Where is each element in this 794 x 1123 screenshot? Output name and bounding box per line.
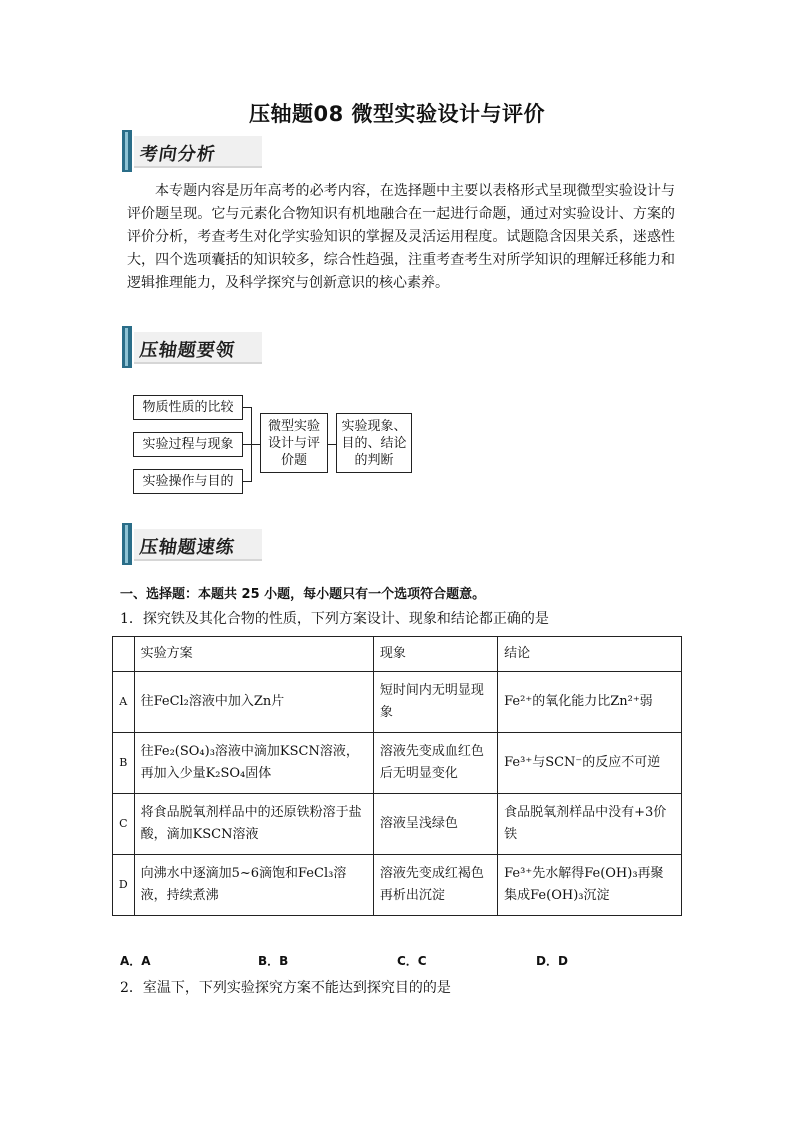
connector (243, 407, 251, 408)
choice-c[interactable]: C．C (397, 954, 427, 968)
choice-d[interactable]: D．D (536, 954, 568, 968)
row-label: A (113, 672, 135, 733)
header-cell (113, 637, 135, 672)
row-label: B (113, 733, 135, 794)
banner-label: 压轴题要领 (138, 340, 237, 361)
section-heading: 一、选择题：本题共 25 小题，每小题只有一个选项符合题意。 (120, 587, 486, 602)
cell-conclusion: Fe³⁺先水解得Fe(OH)₃再聚集成Fe(OH)₃沉淀 (498, 855, 682, 916)
question-1-table (112, 636, 682, 916)
banner-bar-highlight (125, 132, 128, 170)
table-header-row (113, 637, 682, 672)
cell-conclusion: 食品脱氧剂样品中没有+3价铁 (498, 794, 682, 855)
question-1-stem: 1．探究铁及其化合物的性质，下列方案设计、现象和结论都正确的是 (120, 611, 549, 627)
cell-plan: 向沸水中逐滴加5~6滴饱和FeCl₃溶液，持续煮沸 (134, 855, 373, 916)
section-banner-analysis (122, 130, 262, 172)
banner-label: 压轴题速练 (138, 537, 237, 558)
choice-a[interactable]: A．A (120, 954, 151, 968)
table-row (113, 672, 682, 733)
page-title: 压轴题08 微型实验设计与评价 (248, 102, 546, 126)
diagram-node-property: 物质性质的比较 (133, 395, 243, 420)
cell-phenomenon: 短时间内无明显现象 (373, 672, 497, 733)
header-cell-phenomenon: 现象 (373, 637, 497, 672)
section-banner-keypoints (122, 326, 262, 368)
cell-phenomenon: 溶液先变成红褐色再析出沉淀 (373, 855, 497, 916)
cell-plan: 往Fe₂(SO₄)₃溶液中滴加KSCN溶液，再加入少量K₂SO₄固体 (134, 733, 373, 794)
cell-phenomenon: 溶液先变成血红色后无明显变化 (373, 733, 497, 794)
diagram-node-right: 实验现象、目的、结论的判断 (336, 413, 412, 473)
cell-conclusion: Fe²⁺的氧化能力比Zn²⁺弱 (498, 672, 682, 733)
banner-bar-highlight (125, 525, 128, 563)
intro-paragraph: 本专题内容是历年高考的必考内容，在选择题中主要以表格形式呈现微型实验设计与评价题呈现。它与元素化合物知识有机地融合在一起进行命题，通过对实验设计、方案的评价分析，考查考生对化学实验知识的掌握及灵活运用程度。试题隐含因果关系，迷惑性大，四个选项囊括的知识较多，综合性趋强，注重考查考生对所学知识的理解迁移能力和逻辑推理能力，及科学探究与创新意识的核心素养。 (127, 183, 675, 291)
question-2-stem: 2．室温下，下列实验探究方案不能达到探究目的的是 (120, 980, 451, 996)
table-row (113, 855, 682, 916)
diagram-node-operation: 实验操作与目的 (133, 469, 243, 494)
diagram-node-process: 实验过程与现象 (133, 432, 243, 457)
cell-plan: 将食品脱氧剂样品中的还原铁粉溶于盐酸，滴加KSCN溶液 (134, 794, 373, 855)
cell-plan: 往FeCl₂溶液中加入Zn片 (134, 672, 373, 733)
banner-label: 考向分析 (138, 144, 218, 165)
section-banner-practice (122, 523, 262, 565)
cell-phenomenon: 溶液呈浅绿色 (373, 794, 497, 855)
row-label: C (113, 794, 135, 855)
table-row (113, 733, 682, 794)
connector (328, 444, 336, 445)
connector (251, 407, 252, 482)
header-cell-plan: 实验方案 (134, 637, 373, 672)
header-cell-conclusion: 结论 (498, 637, 682, 672)
row-label: D (113, 855, 135, 916)
banner-bar-highlight (125, 328, 128, 366)
choice-b[interactable]: B．B (258, 954, 289, 968)
connector (243, 481, 251, 482)
cell-conclusion: Fe³⁺与SCN⁻的反应不可逆 (498, 733, 682, 794)
diagram-node-center: 微型实验设计与评价题 (260, 413, 328, 473)
table-row (113, 794, 682, 855)
